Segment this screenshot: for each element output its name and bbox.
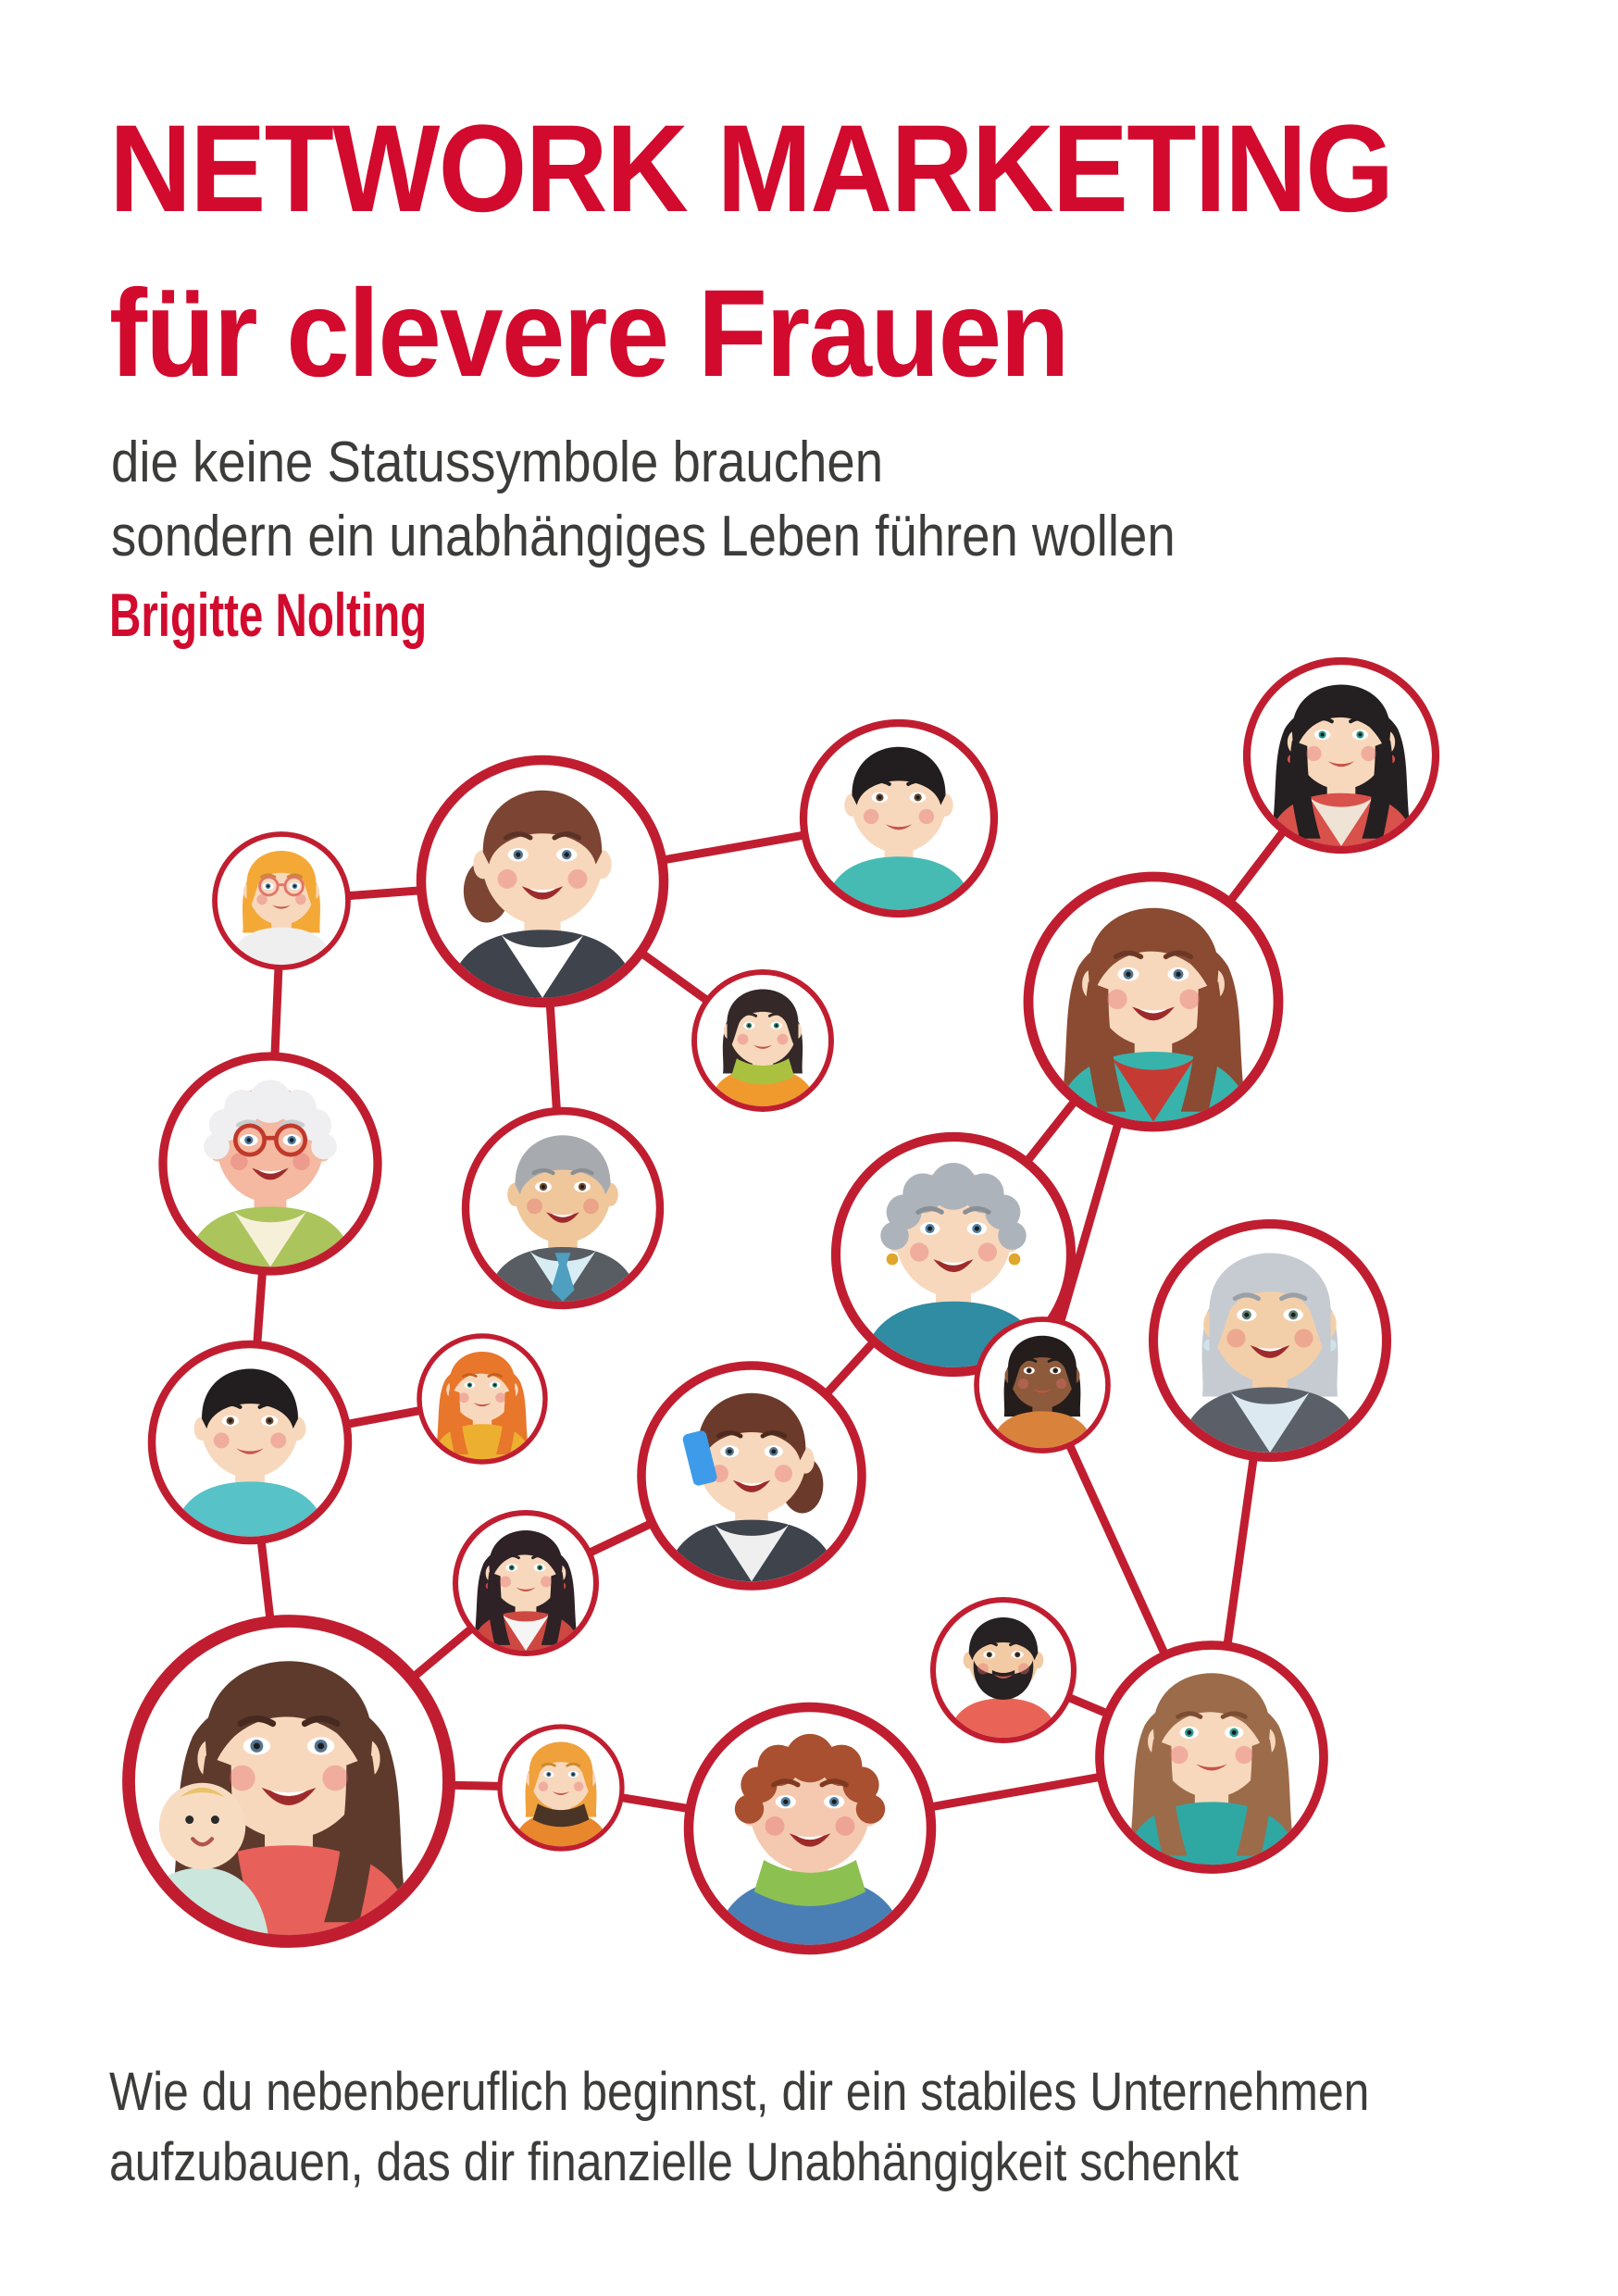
man-black-beard-avatar: [933, 1600, 1074, 1743]
boy-short-hair-top-avatar: [803, 723, 994, 917]
title-line-2: für clevere Frauen: [109, 265, 1068, 403]
woman-red-blazer-small-avatar: [455, 1513, 596, 1656]
girl-blonde-scarf-avatar: [500, 1727, 622, 1852]
boy-short-hair-left-avatar: [152, 1344, 348, 1544]
woman-teal-top-young-avatar: [1100, 1645, 1324, 1874]
woman-ponytail-blazer-avatar: [421, 760, 664, 1007]
old-man-suit-avatar: [466, 1111, 660, 1309]
woman-dark-skin-bob-avatar: [977, 1319, 1108, 1454]
mother-with-baby-avatar: [129, 1621, 449, 1948]
subtitle-line-1: die keine Statussymbole brauchen: [111, 430, 884, 494]
girl-blonde-glasses-avatar: [215, 834, 348, 970]
grandma-red-glasses-avatar: [163, 1056, 378, 1276]
footer-line-1: Wie du nebenberuflich beginnst, dir ein stabiles Unternehmen: [109, 2062, 1370, 2122]
woman-orange-hair-avatar: [419, 1336, 545, 1465]
woman-with-phone-avatar: [641, 1366, 862, 1591]
woman-red-jacket-black-hair-avatar: [1247, 661, 1436, 854]
title-line-1: NETWORK MARKETING: [109, 100, 1393, 238]
woman-auburn-teal-top-avatar: [1028, 877, 1278, 1131]
footer-line-2: aufzubauen, das dir finanzielle Unabhängigkeit schenkt: [109, 2132, 1239, 2192]
woman-silver-bob-blazer-avatar: [1153, 1224, 1387, 1462]
subtitle-line-2: sondern ein unabhängiges Leben führen wollen: [111, 505, 1176, 568]
author-name: Brigitte Nolting: [109, 580, 428, 649]
child-dark-bob-avatar: [694, 972, 831, 1112]
woman-green-scarf-avatar: [689, 1707, 931, 1954]
